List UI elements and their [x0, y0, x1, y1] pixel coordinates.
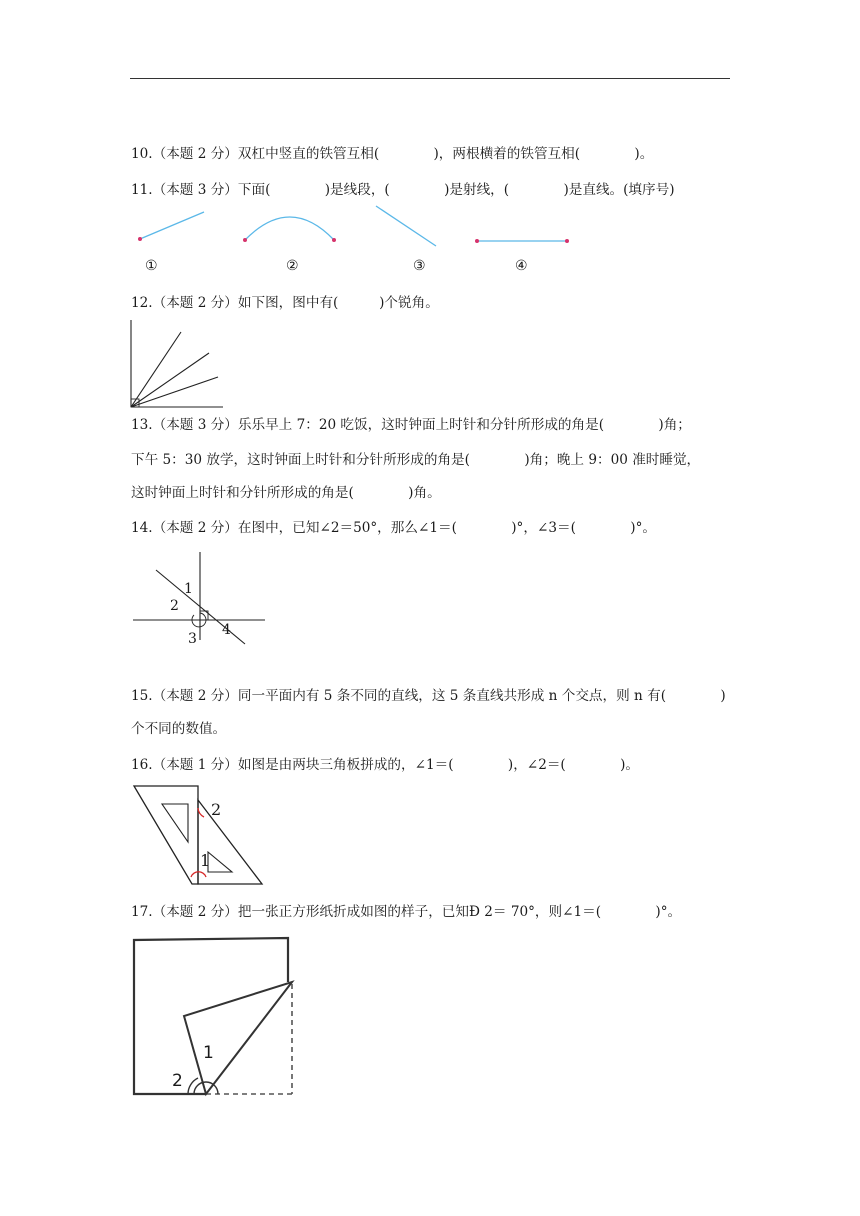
- q14-intersecting-lines-figure: [130, 548, 270, 648]
- question-17: 17.（本题 2 分）把一张正方形纸折成如图的样子，已知Ð 2＝ 70°，则∠1＝( )°。: [131, 904, 682, 920]
- q14-angle-2-label: 2: [170, 598, 179, 614]
- q11-label-2: ②: [286, 258, 299, 274]
- question-14: 14.（本题 2 分）在图中，已知∠2＝50°，那么∠1＝( )°，∠3＝( )°。: [131, 520, 656, 536]
- question-10: 10.（本题 2 分）双杠中竖直的铁管互相( )，两根横着的铁管互相( )。: [131, 146, 654, 162]
- q11-label-1: ①: [145, 258, 158, 274]
- q11-figure: [120, 200, 590, 255]
- question-11: 11.（本题 3 分）下面( )是线段，( )是射线，( )是直线。(填序号): [131, 182, 675, 198]
- q16-angle-2-label: 2: [211, 800, 222, 819]
- q17-angle-1-label: 1: [203, 1043, 214, 1063]
- q14-angle-3-label: 3: [188, 631, 197, 647]
- q12-angle-figure: [125, 315, 230, 415]
- question-15-line-1: 15.（本题 2 分）同一平面内有 5 条不同的直线，这 5 条直线共形成 n 个交点，则 n 有( ): [131, 688, 726, 704]
- question-13-line-1: 13.（本题 3 分）乐乐早上 7：20 吃饭，这时钟面上时针和分针所形成的角是( )角；: [131, 417, 691, 433]
- question-15-line-2: 个不同的数值。: [131, 721, 227, 737]
- q11-label-3: ③: [413, 258, 426, 274]
- question-12: 12.（本题 2 分）如下图，图中有( )个锐角。: [131, 295, 439, 311]
- q17-folded-square-figure: [128, 932, 298, 1100]
- q17-angle-2-label: 2: [172, 1071, 183, 1091]
- question-13-line-3: 这时钟面上时针和分针所形成的角是( )角。: [131, 485, 441, 501]
- q11-label-4: ④: [515, 258, 528, 274]
- q14-angle-4-label: 4: [222, 622, 231, 638]
- q16-angle-1-label: 1: [200, 851, 211, 870]
- q14-angle-1-label: 1: [184, 581, 193, 597]
- question-13-line-2: 下午 5：30 放学，这时钟面上时针和分针所形成的角是( )角；晚上 9：00 准时睡觉，: [131, 452, 701, 468]
- question-16: 16.（本题 1 分）如图是由两块三角板拼成的，∠1＝( )，∠2＝( )。: [131, 757, 640, 773]
- q16-set-squares-figure: [128, 780, 273, 890]
- header-rule: [130, 78, 730, 79]
